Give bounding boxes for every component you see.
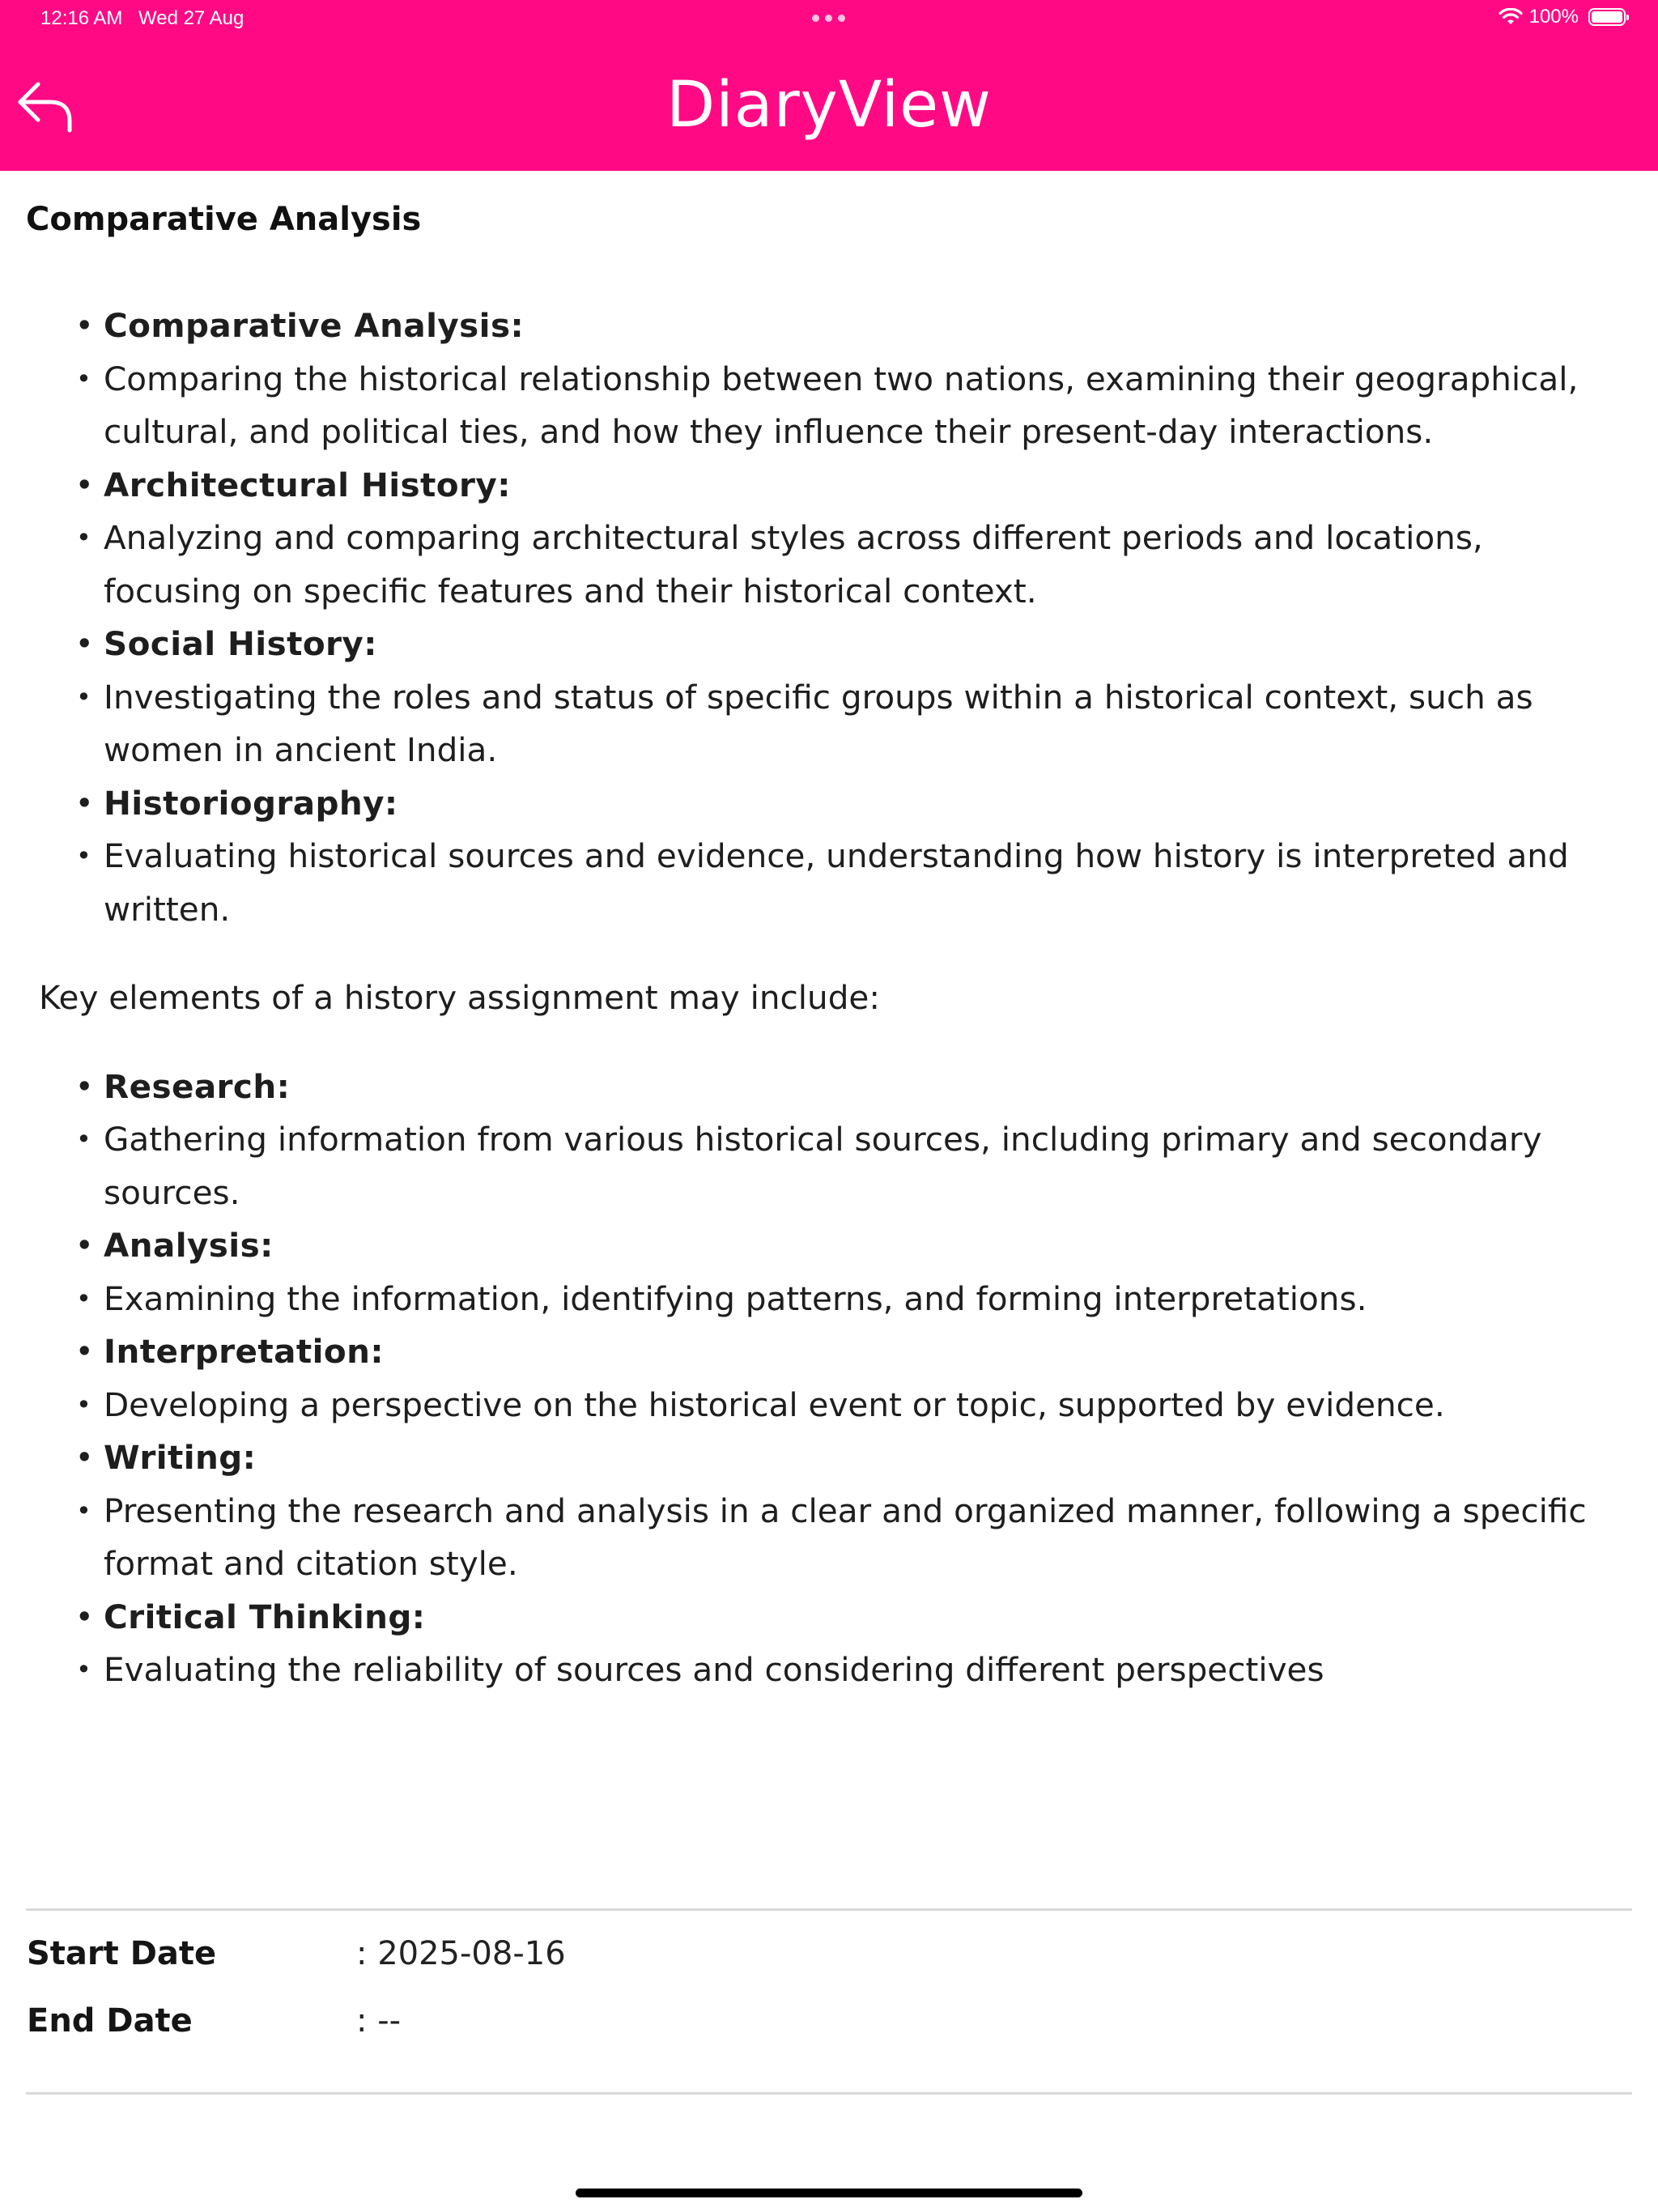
entry-title: Comparative Analysis [26, 201, 422, 238]
battery-icon [1588, 8, 1626, 26]
multitasking-dots-icon[interactable] [812, 15, 845, 22]
divider-bottom [26, 2092, 1632, 2095]
entry-body [0, 300, 1658, 1697]
list-item: • Evaluating historical sources and evidence, understanding how history is interpreted and written. [0, 830, 1658, 936]
list-item: • Examining the information, identifying patterns, and forming interpretations. [0, 1273, 1658, 1326]
list-item: • Investigating the roles and status of specific groups within a historical context, such as women in ancient India. [0, 671, 1658, 777]
status-time: 12:16 AM [40, 7, 123, 29]
key-elements-intro: Key elements of a history assignment may include: [39, 978, 880, 1017]
list-item-heading: • Critical Thinking: [0, 1591, 1658, 1644]
key-elements-list [0, 1061, 1658, 1697]
end-date-value: : -- [356, 2002, 402, 2040]
list-item-heading: • Comparative Analysis: [0, 300, 1658, 353]
status-indicators [1499, 6, 1626, 28]
list-item: • Evaluating the reliability of sources and considering different perspectives [0, 1644, 1658, 1697]
start-date-label: Start Date [27, 1935, 217, 1972]
list-item: • Presenting the research and analysis in a clear and organized manner, following a specific format and citation style. [0, 1485, 1658, 1591]
list-item-heading: • Historiography: [0, 777, 1658, 831]
list-item-heading: • Interpretation: [0, 1325, 1658, 1379]
topic-list [0, 300, 1658, 936]
list-item-heading: • Analysis: [0, 1219, 1658, 1273]
divider-top [26, 1908, 1632, 1911]
end-date-label: End Date [27, 2002, 193, 2040]
status-date: Wed 27 Aug [138, 7, 244, 29]
list-item-heading: • Social History: [0, 618, 1658, 671]
status-bar [0, 0, 1658, 37]
list-item: • Developing a perspective on the historical event or topic, supported by evidence. [0, 1379, 1658, 1432]
wifi-icon [1499, 8, 1523, 26]
list-item: • Comparing the historical relationship between two nations, examining their geographical, cultural, and political ties, and how they influence their present-day interactions. [0, 353, 1658, 459]
start-date-value: : 2025-08-16 [356, 1935, 566, 1972]
list-item-heading: • Research: [0, 1061, 1658, 1114]
list-item: • Analyzing and comparing architectural styles across different periods and locations, focusing on specific features and their historical context. [0, 512, 1658, 618]
list-item-heading: • Writing: [0, 1431, 1658, 1485]
page-title: DiaryView [666, 69, 992, 142]
list-item: • Gathering information from various historical sources, including primary and secondary sources. [0, 1113, 1658, 1219]
list-item-heading: • Architectural History: [0, 459, 1658, 513]
home-indicator[interactable] [576, 2189, 1082, 2197]
app-header [0, 0, 1658, 171]
battery-percentage: 100% [1528, 6, 1579, 28]
